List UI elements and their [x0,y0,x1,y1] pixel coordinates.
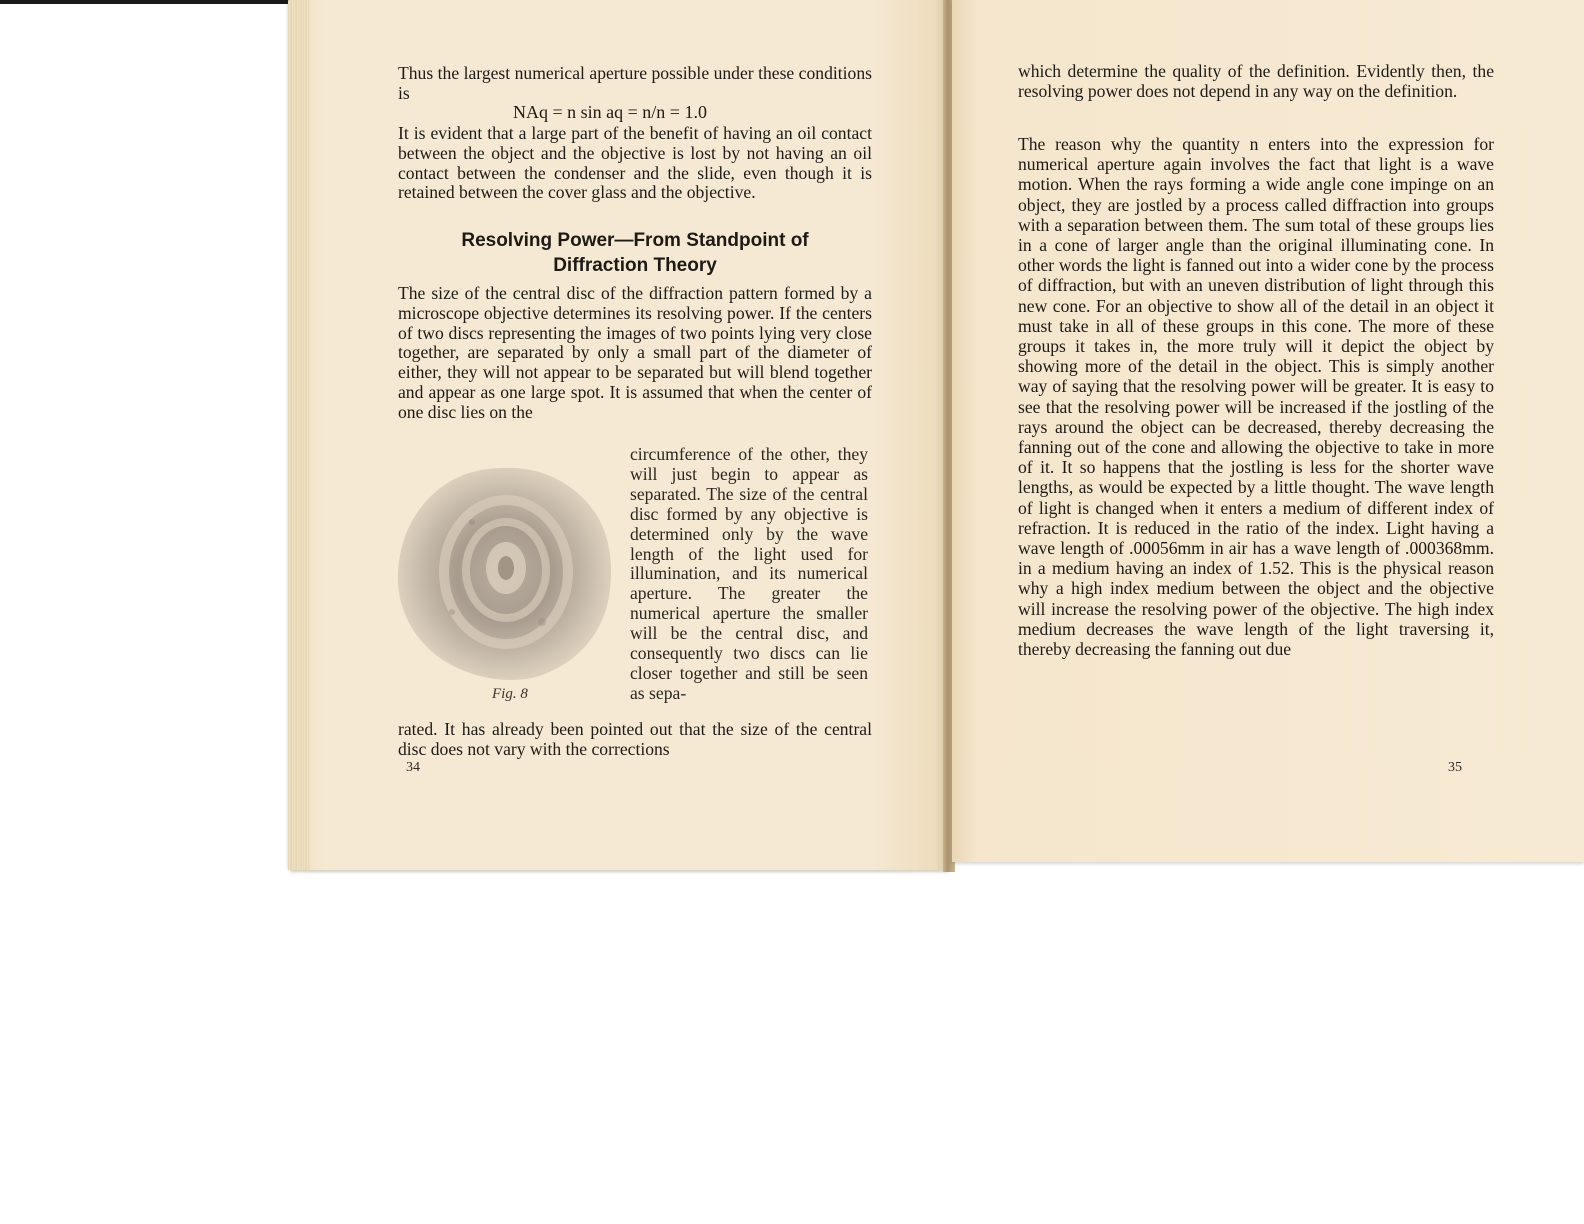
wrapped-figure-text [630,445,868,704]
page-number-left: 34 [406,760,420,775]
right-page [952,0,1584,862]
oil-contact-paragraph: It is evident that a large part of the benefit of having an oil contact between the object and the objective is lost by not having an oil contact between the condenser and the slide, even though it is retained between the cover glass and the objective. [398,123,872,203]
left-paragraph-1 [398,124,872,203]
wave-motion-paragraph: The reason why the quantity n enters into the expression for numerical aperture again involves the fact that light is a wave motion. When the rays forming a wide angle cone impinge on an object, they are jostled by a process called diffraction into groups with a separation between them. The sum total of these groups lies in a cone of larger angle than the original illuminating cone. In other words the light is fanned out into a wider cone by the process of diffraction, but with an uneven distribution of light through this new cone. For an objective to show all of the detail in an object it must take in all of these groups in this cone. The more of these groups it takes in, the more truly will it depict the object by showing more of the detail in the object. This is simply another way of saying that the resolving power will be greater. It is easy to see that the resolving power will be increased if the jostling of the rays around the object can be decreased, thereby decreasing the fanning out of the cone and allowing the objective to take in more of it. It so happens that the jostling is less for the shorter wave lengths, as would be expected by a little thought. The wave length of light is changed when it enters a medium of different index of refraction. It is reduced in the ratio of the index. Light having a wave length of .00056mm in air has a wave length of .000368mm. in a medium having an index of 1.52. This is the physical reason why a high index medium between the object and the objective will increase the resolving power of the objective. The high index medium decreases the wave length of the light traversing it, thereby decreasing the fanning out due [1018,134,1494,660]
page-number-right: 35 [1448,760,1462,775]
scan-edge-shadow [0,0,300,4]
open-book [288,0,1584,872]
central-disc-paragraph: The size of the central disc of the diffraction pattern formed by a microscope objective determines its resolving power. If the centers of two discs representing the images of two points lying very close together, are separated by only a small part of the diameter of either, they will not appear to be separated but will blend together and appear as one large spot. It is assumed that when the center of one disc lies on the [398,283,872,422]
left-page [288,0,948,870]
page-edge [288,0,310,870]
diffraction-pattern-figure [392,462,616,684]
left-paragraph-2 [398,284,872,423]
closing-paragraph: rated. It has already been pointed out that the size of the central disc does not vary with the corrections [398,719,872,759]
wrap-paragraph: circumference of the other, they will just begin to appear as separated. The size of the central disc formed by any objective is determined only by the wave length of the light used for illumination, and its numerical aperture. The greater the numerical aperture the smaller will be the central disc, and consequently two discs can lie closer together and still be seen as sepa- [630,444,868,703]
right-paragraph-2 [1018,134,1494,659]
left-intro-text [398,64,872,104]
right-paragraph-1 [1018,62,1494,102]
formula-text: NAq = n sin aq = n/n = 1.0 [513,102,707,122]
figure-caption: Fig. 8 [492,686,528,702]
heading-line-2: Diffraction Theory [553,255,717,276]
left-closing-text [398,720,872,760]
heading-line-1: Resolving Power—From Standpoint of [461,230,809,251]
definition-paragraph: which determine the quality of the definition. Evidently then, the resolving power does not depend in any way on the definition. [1018,61,1494,101]
intro-paragraph: Thus the largest numerical aperture possible under these conditions is [398,63,872,103]
section-heading [398,228,872,278]
numerical-aperture-formula [513,102,707,123]
